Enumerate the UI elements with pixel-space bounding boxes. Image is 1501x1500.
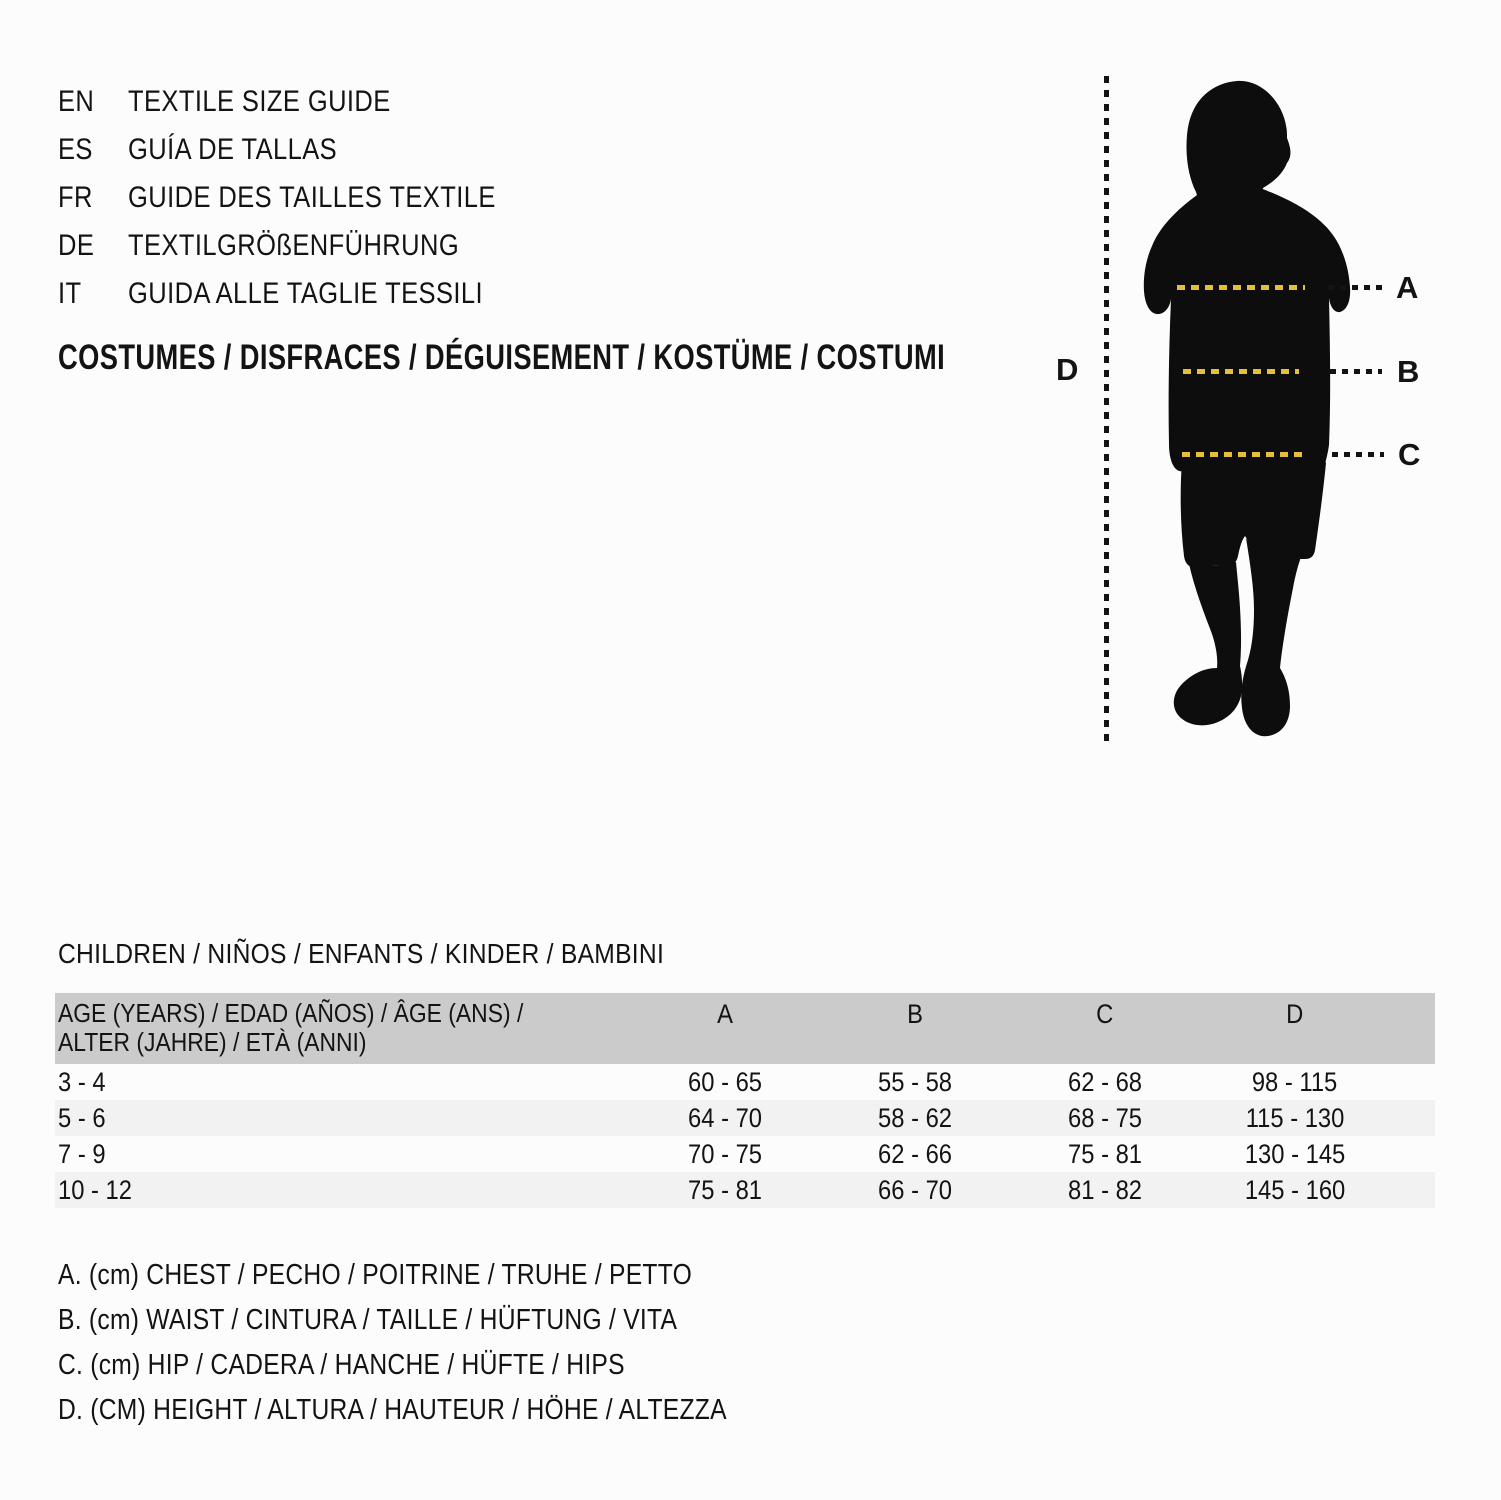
column-header-c: C (1096, 999, 1114, 1029)
figure-label-b: B (1397, 354, 1420, 389)
table-row (55, 1100, 1435, 1136)
language-code: DE (58, 229, 95, 262)
waist-cell: 62 - 66 (878, 1138, 952, 1169)
language-code: ES (58, 133, 93, 166)
height-cell: 130 - 145 (1244, 1138, 1346, 1169)
size-table (55, 993, 1435, 1208)
height-cell: 145 - 160 (1244, 1174, 1346, 1205)
hip-cell: 62 - 68 (1068, 1066, 1142, 1097)
chest-cell: 60 - 65 (688, 1066, 762, 1097)
costumes-title: COSTUMES / DISFRACES / DÉGUISEMENT / KOSTÜME / COSTUMI (58, 338, 946, 377)
waist-cell: 55 - 58 (878, 1066, 952, 1097)
legend-item-waist: B. (cm) WAIST / CINTURA / TAILLE / HÜFTUNG / VITA (58, 1304, 678, 1336)
chest-cell: 75 - 81 (688, 1174, 762, 1205)
section-title-children: CHILDREN / NIÑOS / ENFANTS / KINDER / BAMBINI (58, 938, 665, 969)
table-header-row (55, 993, 1435, 1064)
language-label: GUIDA ALLE TAGLIE TESSILI (128, 277, 484, 310)
language-row-fr (58, 174, 561, 222)
column-header-d: D (1286, 999, 1304, 1029)
figure-label-c: C (1398, 437, 1421, 472)
waist-cell: 58 - 62 (878, 1102, 952, 1133)
chest-leader-line (1328, 285, 1385, 290)
age-cell: 5 - 6 (58, 1102, 106, 1133)
age-column-header: AGE (YEARS) / EDAD (AÑOS) / ÂGE (ANS) / ALTER (JAHRE) / ETÀ (ANNI) (58, 998, 524, 1057)
measurement-legend (58, 1253, 845, 1433)
table-row (55, 1136, 1435, 1172)
height-dotted-line (1104, 76, 1109, 748)
child-silhouette-icon (1142, 78, 1382, 750)
hip-cell: 68 - 75 (1068, 1102, 1142, 1133)
age-cell: 3 - 4 (58, 1066, 106, 1097)
language-label: TEXTILE SIZE GUIDE (128, 85, 391, 118)
legend-item-hip: C. (cm) HIP / CADERA / HANCHE / HÜFTE / HIPS (58, 1349, 625, 1381)
table-row (55, 1172, 1435, 1208)
legend-item-height: D. (CM) HEIGHT / ALTURA / HAUTEUR / HÖHE / ALTEZZA (58, 1394, 727, 1426)
hip-cell: 75 - 81 (1068, 1138, 1142, 1169)
hip-leader-line (1332, 452, 1384, 457)
age-cell: 7 - 9 (58, 1138, 106, 1169)
chest-cell: 70 - 75 (688, 1138, 762, 1169)
language-title-block (58, 78, 561, 318)
chest-cell: 64 - 70 (688, 1102, 762, 1133)
table-row (55, 1064, 1435, 1100)
language-row-es (58, 126, 561, 174)
waist-leader-line (1330, 369, 1382, 374)
height-cell: 115 - 130 (1245, 1102, 1345, 1133)
column-header-a: A (717, 999, 733, 1029)
chest-measure-dash (1177, 285, 1305, 290)
hip-measure-dash (1182, 452, 1308, 457)
legend-item-chest: A. (cm) CHEST / PECHO / POITRINE / TRUHE / PETTO (58, 1259, 693, 1291)
waist-measure-dash (1183, 369, 1299, 374)
height-cell: 98 - 115 (1252, 1066, 1338, 1097)
age-cell: 10 - 12 (58, 1174, 132, 1205)
language-code: EN (58, 85, 95, 118)
language-code: FR (58, 181, 93, 214)
language-row-de (58, 222, 561, 270)
waist-cell: 66 - 70 (878, 1174, 952, 1205)
language-label: TEXTILGRÖßENFÜHRUNG (128, 229, 460, 262)
hip-cell: 81 - 82 (1068, 1174, 1142, 1205)
language-label: GUÍA DE TALLAS (128, 133, 338, 166)
language-row-it (58, 270, 561, 318)
column-header-b: B (907, 999, 923, 1029)
language-code: IT (58, 277, 82, 310)
language-label: GUIDE DES TAILLES TEXTILE (128, 181, 496, 214)
figure-label-d: D (1056, 352, 1079, 387)
language-row-en (58, 78, 561, 126)
figure-label-a: A (1396, 270, 1419, 305)
